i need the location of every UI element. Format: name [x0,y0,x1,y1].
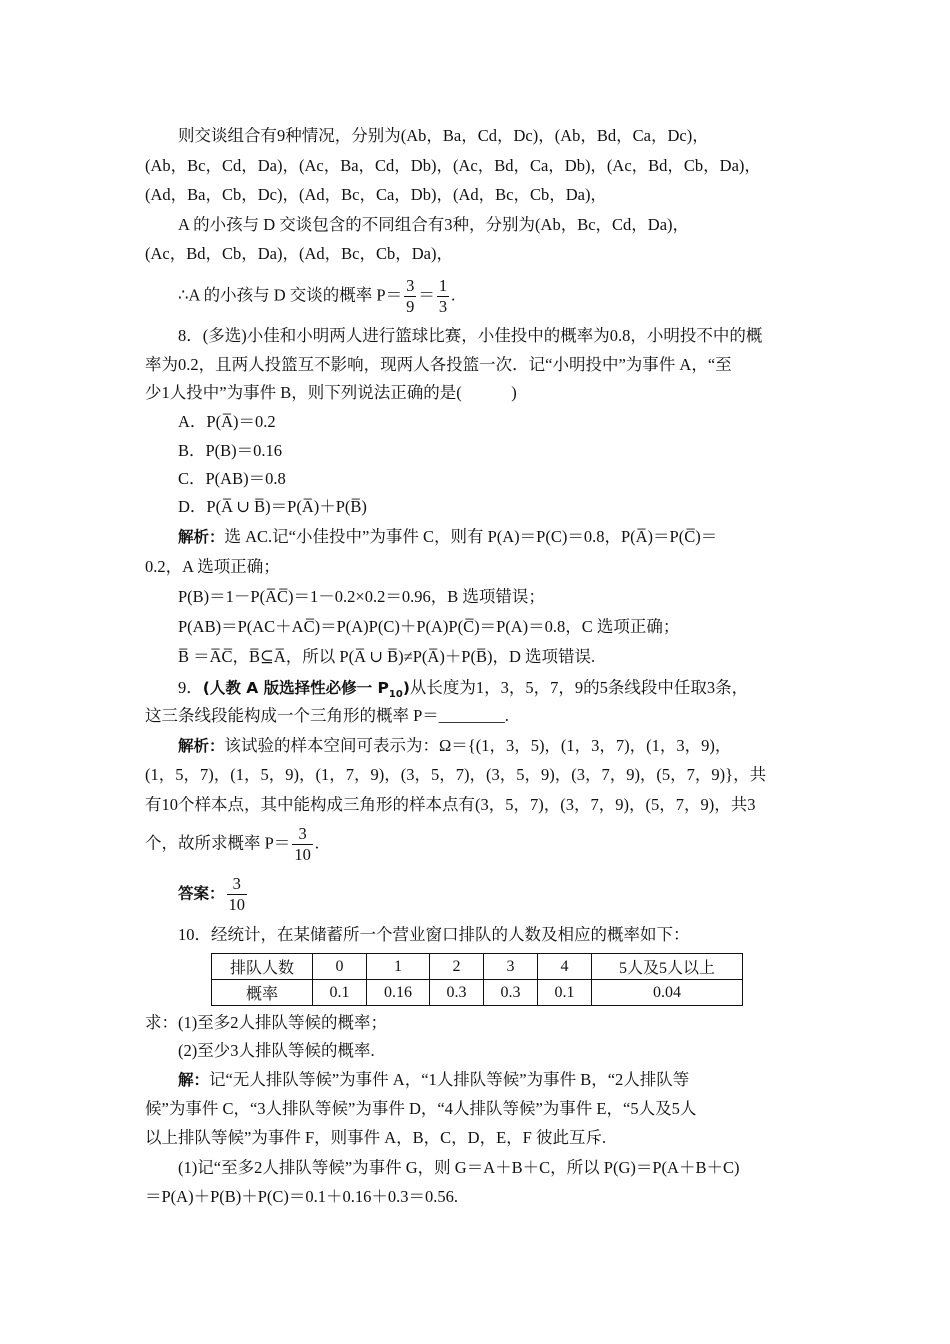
text-line: (Ab，Bc，Cd，Da)，(Ac，Ba，Cd，Db)，(Ac，Bd，Ca，Db)，(Ac，Bd，Cb，Da)， [145,156,761,175]
table-row [212,954,743,980]
option-d: D．P(A̅ ∪ B̅)＝P(A̅)＋P(B̅) [178,497,367,516]
text-line: (1)记“至多2人排队等候”为事件 G，则 G＝A＋B＋C，所以 P(G)＝P(A＋B＋C) [178,1158,740,1177]
text-span: ＝ [418,285,435,305]
solution-9 [178,735,810,757]
answer-label: 答案： [178,884,225,903]
text-line: 率为0.2，且两人投篮互不影响，现两人各投篮一次．记“小明投中”为事件 A，“至 [145,355,732,374]
text-line: 少1人投中”为事件 B，则下列说法正确的是( ) [145,383,517,402]
solution-label: 解： [178,1071,210,1089]
denominator: 10 [228,895,246,914]
probability-line [178,276,810,317]
source-subscript: 10 [388,689,403,701]
text-line: ＝P(A)＋P(B)＋P(C)＝0.1＋0.16＋0.3＝0.56. [145,1187,459,1206]
text-span: 从长度为1，3，5，7，9的5条线段中任取3条， [409,678,749,697]
text-line: A 的小孩与 D 交谈包含的不同组合有3种，分别为(Ab，Bc，Cd，Da)， [178,215,690,234]
queue-probability-table [211,953,743,1006]
text-line: B̅ ＝A̅C̅，B̅⊆A̅，所以 P(A̅ ∪ B̅)≠P(A̅)＋P(B̅)，D 选项错误. [178,647,596,666]
text-line [145,824,810,865]
text-line: (Ac，Bd，Cb，Da)，(Ad，Bc，Cb，Da)， [145,244,453,263]
table-header-cell: 排队人数 [212,954,313,980]
text-line: 以上排队等候”为事件 F，则事件 A，B，C，D，E，F 彼此互斥. [145,1128,607,1147]
question-8: 8．(多选)小佳和小明两人进行篮球比赛，小佳投中的概率为0.8，小明投不中的概 [178,326,763,345]
option-a: A．P(A̅)＝0.2 [178,412,276,431]
table-cell: 0.16 [367,980,430,1006]
text-span: 选 AC.记“小佳投中”为事件 C，则有 P(A)＝P(C)＝0.8，P(A̅)＝P(C̅)＝ [224,527,718,546]
denominator: 9 [406,297,415,316]
table-cell: 0.04 [592,980,743,1006]
table-header-cell: 5人及5人以上 [592,954,743,980]
table-cell: 0.3 [484,980,538,1006]
numerator: 3 [292,824,313,845]
fraction [227,874,248,915]
text-line: 候”为事件 C，“3人排队等候”为事件 D，“4人排队等候”为事件 E，“5人及5人 [145,1099,697,1118]
fraction [437,276,449,317]
table-row [212,980,743,1006]
text-span: . [314,833,319,853]
text-line: P(AB)＝P(AC＋AC̅)＝P(A)P(C)＋P(A)P(C̅)＝P(A)＝0.8，C 选项正确； [178,617,680,636]
source-text: (人教 A 版选择性必修一 P [202,679,389,697]
text-span: 个，故所求概率 P＝ [145,833,291,853]
option-b: B．P(B)＝0.16 [178,441,283,460]
text-line: P(B)＝1－P(A̅C̅)＝1－0.2×0.2＝0.96，B 选项错误； [178,587,545,606]
text-span: 该试验的样本空间可表示为：Ω＝{(1，3，5)，(1，3，7)，(1，3，9)， [224,736,732,755]
table-cell: 0.1 [313,980,367,1006]
text-line: 求：(1)至多2人排队等候的概率； [145,1013,387,1032]
option-c: C．P(AB)＝0.8 [178,469,286,488]
table-header-cell: 4 [538,954,592,980]
table-cell: 概率 [212,980,313,1006]
source-label [202,679,410,701]
table-header-cell: 0 [313,954,367,980]
table-header-cell: 1 [367,954,430,980]
text-line: (1，5，7)，(1，5，9)，(1，7，9)，(3，5，7)，(3，5，9)，(3，7，9)，(5，7，9)}，共 [145,765,767,784]
table-header-cell: 2 [430,954,484,980]
numerator: 1 [438,276,448,295]
text-span: . [451,285,456,305]
denominator: 10 [294,845,311,864]
answer-line [178,874,810,915]
text-line: 则交谈组合有9种情况，分别为(Ab，Ba，Cd，Dc)，(Ab，Bd，Ca，Dc)， [178,126,709,145]
text-span: 9． [178,678,203,697]
table-header-cell: 3 [484,954,538,980]
text-line: (Ad，Ba，Cb，Dc)，(Ad，Bc，Ca，Db)，(Ad，Bc，Cb，Da)， [145,185,607,204]
source-text: ) [402,679,410,697]
question-10: 10．经统计，在某储蓄所一个营业窗口排队的人数及相应的概率如下： [178,925,690,944]
solution-label: 解析： [178,528,225,546]
text-line: 这三条线段能构成一个三角形的概率 P＝________. [145,706,509,725]
question-9 [178,677,810,706]
text-line: 0.2，A 选项正确； [145,557,280,576]
text-line: 有10个样本点，其中能构成三角形的样本点有(3，5，7)，(3，7，9)，(5，7，9)，共3 [145,795,756,814]
text-span: 记“无人排队等候”为事件 A，“1人排队等候”为事件 B，“2人排队等 [209,1070,690,1089]
text-line: (2)至少3人排队等候的概率. [178,1041,375,1060]
table-cell: 0.1 [538,980,592,1006]
solution-8 [178,526,810,548]
text-span: ∴A 的小孩与 D 交谈的概率 P＝ [178,285,403,305]
numerator: 3 [227,874,248,895]
fraction [404,276,416,317]
solution-10 [178,1069,810,1091]
solution-label: 解析： [178,737,225,755]
table-cell: 0.3 [430,980,484,1006]
denominator: 3 [438,297,448,316]
numerator: 3 [406,276,415,295]
fraction [292,824,313,865]
